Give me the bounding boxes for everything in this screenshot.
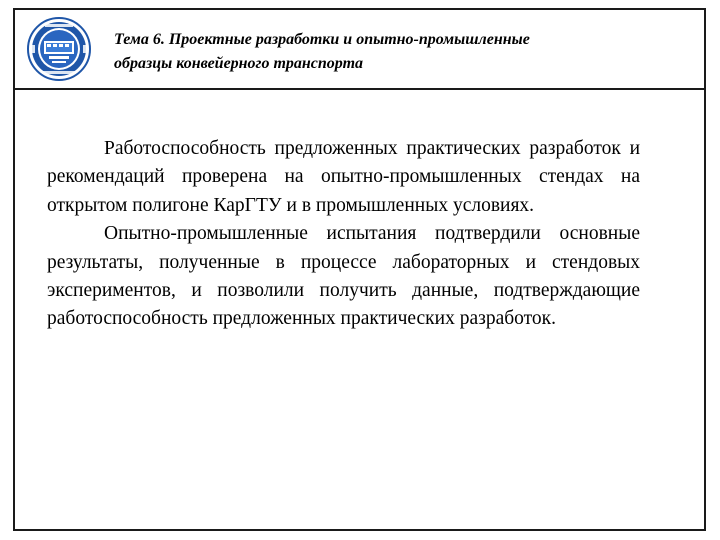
slide-title-line-1: Тема 6. Проектные разработки и опытно-промышленные — [114, 31, 530, 48]
slide-title-line-2: образцы конвейерного транспорта — [114, 55, 364, 72]
university-emblem-icon — [27, 17, 91, 81]
body-paragraph-1: Работоспособность предложенных практических разработок и рекомендаций проверена на опытно-промышленных стендах на открытом полигоне КарГТУ и в промышленных условиях. — [47, 138, 640, 216]
body-paragraph-2: Опытно-промышленные испытания подтвердили основные результаты, полученные в процессе лабораторных и стендовых экспериментов, и позволили получить данные, подтверждающие работоспособность предложенных практических разработок. — [47, 223, 640, 330]
slide-header — [15, 10, 704, 90]
slide-body — [47, 135, 640, 334]
slide-title — [114, 28, 684, 76]
